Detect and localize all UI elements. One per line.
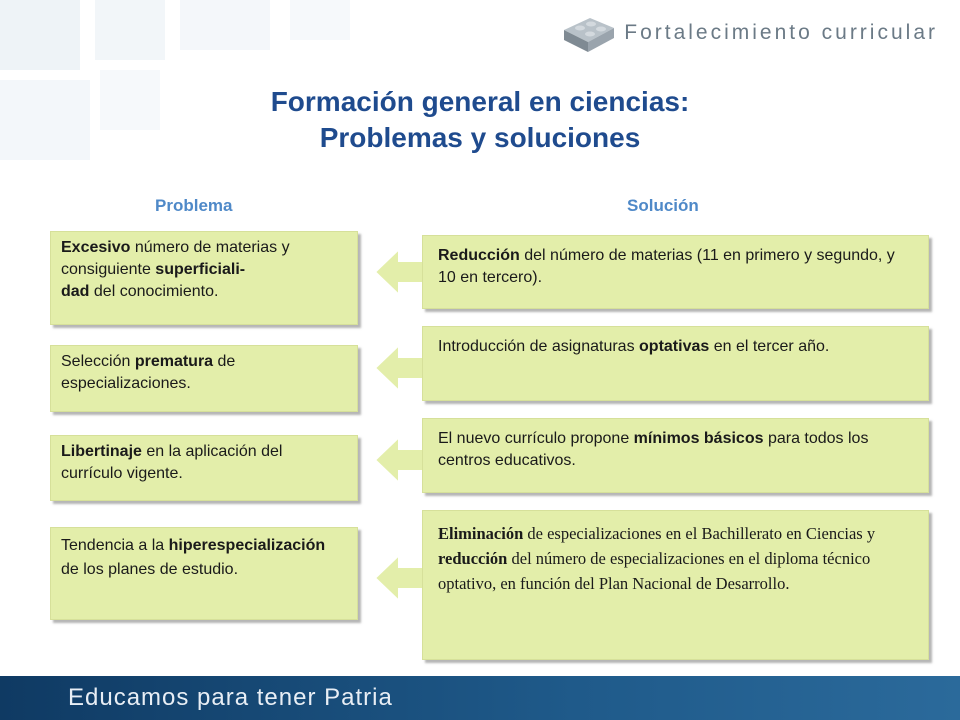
problem-4-bold-1: hiperespecialización — [168, 537, 326, 554]
problem-box-3 — [50, 435, 358, 501]
footer-bar — [0, 676, 960, 720]
bg-square — [0, 0, 80, 70]
solution-2-bold-1: optativas — [639, 338, 710, 355]
solution-3-text-0: El nuevo currículo propone — [438, 430, 634, 447]
solution-box-4 — [422, 510, 929, 660]
solution-2-text-1: en el tercer año. — [709, 338, 830, 355]
footer-slogan: Educamos para tener Patria — [68, 684, 393, 711]
left-arrow-icon — [375, 249, 425, 295]
problem-1-bold-3: dad — [61, 283, 90, 300]
solution-box-2 — [422, 326, 929, 401]
page-title — [0, 84, 960, 156]
bg-square — [180, 0, 270, 50]
title-line-1: Formación general en ciencias: — [270, 86, 690, 117]
solution-box-1 — [422, 235, 929, 309]
solution-4-bold-1: Eliminación — [438, 524, 524, 543]
problem-1-bold-2: superficiali- — [155, 261, 246, 278]
solution-4-text-1: de especializaciones en el Bachillerato en Ciencias y — [523, 524, 876, 543]
left-arrow-icon — [375, 437, 425, 483]
bg-square — [290, 0, 350, 40]
problem-column-heading: Problema — [155, 196, 233, 215]
problem-2-bold-1: prematura — [134, 353, 214, 370]
problem-4-text-1: de los planes de estudio. — [61, 561, 239, 578]
solution-1-bold-1: Reducción — [438, 247, 520, 264]
solution-4-text-2: del número de especializaciones en el diploma técnico optativo, en función del Plan Nacional de Desarrollo. — [438, 549, 871, 593]
problem-4-text-0: Tendencia a la — [61, 537, 169, 554]
bg-square — [95, 0, 165, 60]
problem-3-text-1: en la aplicación del currículo vigente. — [61, 443, 283, 482]
solution-3-bold-1: mínimos básicos — [633, 430, 764, 447]
brand-header — [560, 12, 938, 54]
solution-2-text-0: Introducción de asignaturas — [438, 338, 640, 355]
problem-box-1 — [50, 231, 358, 325]
problem-1-text-1: número de materias y consiguiente — [61, 239, 290, 278]
brick-logo-icon — [560, 12, 618, 54]
left-arrow-icon — [375, 345, 425, 391]
title-line-2: Problemas y soluciones — [319, 122, 641, 153]
left-arrow-icon — [375, 555, 425, 601]
problem-3-bold-1: Libertinaje — [61, 443, 142, 460]
solution-4-bold-2: reducción — [438, 549, 508, 568]
problem-2-text-1: de especializaciones. — [61, 353, 236, 392]
problem-1-text-3: del conocimiento. — [89, 283, 219, 300]
problem-1-bold-1: Excesivo — [61, 239, 131, 256]
solution-3-text-1: para todos los centros educativos. — [438, 430, 869, 469]
problem-box-4 — [50, 527, 358, 620]
brand-title: Fortalecimiento curricular — [624, 21, 938, 44]
problem-box-2 — [50, 345, 358, 412]
solution-1-text-1: del número de materias (11 en primero y segundo, y 10 en tercero). — [438, 247, 895, 286]
solution-column-heading: Solución — [627, 196, 699, 215]
problem-2-text-0: Selección — [61, 353, 135, 370]
solution-box-3 — [422, 418, 929, 493]
